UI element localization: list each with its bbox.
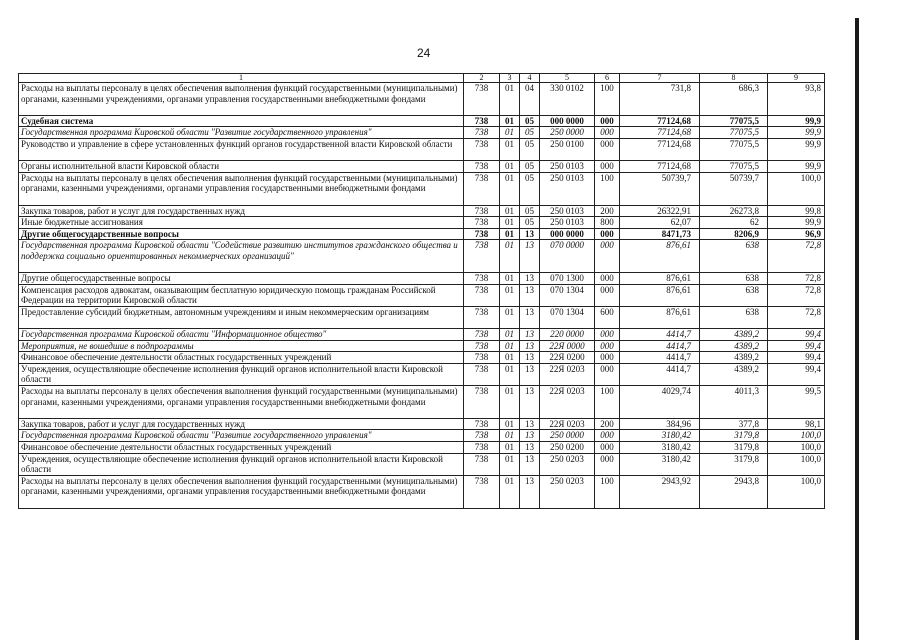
- column-number: 1: [19, 74, 464, 83]
- executed-amount: 4389,2: [700, 329, 768, 341]
- execution-percent: 99,9: [768, 138, 825, 160]
- expense-type-code: 100: [595, 475, 620, 508]
- table-row: [19, 453, 825, 475]
- row-name: Государственная программа Кировской области "Информационное общество": [19, 329, 464, 341]
- expense-type-code: 000: [595, 442, 620, 454]
- planned-amount: 77124,68: [620, 127, 700, 139]
- row-name: Расходы на выплаты персоналу в целях обеспечения выполнения функций государственными (муниципальными) органами, казенными учреждениями, органами управления государственными внебюджетными фондами: [19, 475, 464, 508]
- subsection-code: 13: [520, 306, 540, 328]
- scan-edge-line: [855, 18, 859, 640]
- executed-amount: 3179,8: [700, 453, 768, 475]
- section-code: 01: [500, 172, 520, 205]
- section-code: 01: [500, 329, 520, 341]
- target-article-code: 22Я 0203: [540, 418, 595, 430]
- column-number-row: [19, 74, 825, 83]
- target-article-code: 220 0000: [540, 329, 595, 341]
- column-number: 4: [520, 74, 540, 83]
- table-row: [19, 217, 825, 229]
- expense-type-code: 800: [595, 217, 620, 229]
- target-article-code: 250 0200: [540, 442, 595, 454]
- target-article-code: 22Я 0000: [540, 340, 595, 352]
- section-code: 01: [500, 115, 520, 127]
- target-article-code: 250 0100: [540, 138, 595, 160]
- ministry-code: 738: [464, 352, 500, 364]
- execution-percent: 99,8: [768, 205, 825, 217]
- table-body: [19, 83, 825, 509]
- ministry-code: 738: [464, 475, 500, 508]
- expense-type-code: 000: [595, 363, 620, 385]
- expense-type-code: 100: [595, 83, 620, 116]
- table-row: [19, 430, 825, 442]
- row-name: Судебная система: [19, 115, 464, 127]
- subsection-code: 13: [520, 475, 540, 508]
- expense-type-code: 000: [595, 352, 620, 364]
- executed-amount: 4011,3: [700, 386, 768, 419]
- ministry-code: 738: [464, 83, 500, 116]
- target-article-code: 070 1304: [540, 284, 595, 306]
- ministry-code: 738: [464, 430, 500, 442]
- ministry-code: 738: [464, 115, 500, 127]
- subsection-code: 13: [520, 273, 540, 285]
- page-number: 24: [417, 46, 431, 60]
- subsection-code: 05: [520, 127, 540, 139]
- table-row: [19, 284, 825, 306]
- expense-type-code: 000: [595, 127, 620, 139]
- executed-amount: 686,3: [700, 83, 768, 116]
- executed-amount: 2943,8: [700, 475, 768, 508]
- expense-type-code: 000: [595, 329, 620, 341]
- expense-type-code: 000: [595, 240, 620, 273]
- expense-type-code: 000: [595, 284, 620, 306]
- executed-amount: 77075,5: [700, 161, 768, 173]
- ministry-code: 738: [464, 172, 500, 205]
- executed-amount: 4389,2: [700, 352, 768, 364]
- planned-amount: 4414,7: [620, 340, 700, 352]
- target-article-code: 250 0103: [540, 205, 595, 217]
- target-article-code: 070 1300: [540, 273, 595, 285]
- expense-type-code: 000: [595, 340, 620, 352]
- planned-amount: 876,61: [620, 306, 700, 328]
- section-code: 01: [500, 442, 520, 454]
- budget-table: [18, 73, 825, 509]
- column-number: 6: [595, 74, 620, 83]
- ministry-code: 738: [464, 418, 500, 430]
- section-code: 01: [500, 352, 520, 364]
- planned-amount: 77124,68: [620, 161, 700, 173]
- expense-type-code: 100: [595, 386, 620, 419]
- executed-amount: 77075,5: [700, 138, 768, 160]
- row-name: Органы исполнительной власти Кировской области: [19, 161, 464, 173]
- execution-percent: 99,9: [768, 115, 825, 127]
- table-row: [19, 386, 825, 419]
- row-name: Учреждения, осуществляющие обеспечение исполнения функций органов исполнительной власти Кировской области: [19, 453, 464, 475]
- section-code: 01: [500, 386, 520, 419]
- subsection-code: 13: [520, 453, 540, 475]
- column-number: 3: [500, 74, 520, 83]
- subsection-code: 05: [520, 115, 540, 127]
- ministry-code: 738: [464, 127, 500, 139]
- expense-type-code: 000: [595, 273, 620, 285]
- planned-amount: 876,61: [620, 273, 700, 285]
- column-number: 8: [700, 74, 768, 83]
- row-name: Государственная программа Кировской области "Развитие государственного управления": [19, 127, 464, 139]
- planned-amount: 3180,42: [620, 442, 700, 454]
- section-code: 01: [500, 83, 520, 116]
- planned-amount: 876,61: [620, 284, 700, 306]
- expense-type-code: 000: [595, 228, 620, 240]
- ministry-code: 738: [464, 363, 500, 385]
- ministry-code: 738: [464, 284, 500, 306]
- table-row: [19, 306, 825, 328]
- row-name: Компенсация расходов адвокатам, оказывающим бесплатную юридическую помощь гражданам Российской Федерации на территории Кировской области: [19, 284, 464, 306]
- target-article-code: 250 0203: [540, 475, 595, 508]
- executed-amount: 26273,8: [700, 205, 768, 217]
- execution-percent: 100,0: [768, 430, 825, 442]
- execution-percent: 72,8: [768, 306, 825, 328]
- ministry-code: 738: [464, 205, 500, 217]
- section-code: 01: [500, 228, 520, 240]
- section-code: 01: [500, 453, 520, 475]
- row-name: Руководство и управление в сфере установленных функций органов государственной власти Кировской области: [19, 138, 464, 160]
- subsection-code: 13: [520, 340, 540, 352]
- execution-percent: 99,4: [768, 363, 825, 385]
- planned-amount: 4029,74: [620, 386, 700, 419]
- subsection-code: 13: [520, 284, 540, 306]
- row-name: Финансовое обеспечение деятельности областных государственных учреждений: [19, 352, 464, 364]
- ministry-code: 738: [464, 442, 500, 454]
- ministry-code: 738: [464, 453, 500, 475]
- row-name: Другие общегосударственные вопросы: [19, 228, 464, 240]
- section-code: 01: [500, 340, 520, 352]
- executed-amount: 8206,9: [700, 228, 768, 240]
- table-row: [19, 352, 825, 364]
- ministry-code: 738: [464, 217, 500, 229]
- column-number: 7: [620, 74, 700, 83]
- table-row: [19, 475, 825, 508]
- table-row: [19, 127, 825, 139]
- target-article-code: 000 0000: [540, 228, 595, 240]
- row-name: Мероприятия, не вошедшие в подпрограммы: [19, 340, 464, 352]
- executed-amount: 638: [700, 306, 768, 328]
- table-row: [19, 442, 825, 454]
- execution-percent: 99,9: [768, 161, 825, 173]
- section-code: 01: [500, 127, 520, 139]
- target-article-code: 22Я 0203: [540, 386, 595, 419]
- ministry-code: 738: [464, 329, 500, 341]
- column-number: 2: [464, 74, 500, 83]
- expense-type-code: 000: [595, 138, 620, 160]
- target-article-code: 250 0203: [540, 453, 595, 475]
- ministry-code: 738: [464, 340, 500, 352]
- execution-percent: 99,4: [768, 340, 825, 352]
- planned-amount: 8471,73: [620, 228, 700, 240]
- row-name: Закупка товаров, работ и услуг для государственных нужд: [19, 205, 464, 217]
- row-name: Иные бюджетные ассигнования: [19, 217, 464, 229]
- executed-amount: 4389,2: [700, 363, 768, 385]
- target-article-code: 250 0103: [540, 161, 595, 173]
- subsection-code: 13: [520, 430, 540, 442]
- execution-percent: 99,5: [768, 386, 825, 419]
- table-row: [19, 340, 825, 352]
- target-article-code: 22Я 0200: [540, 352, 595, 364]
- expense-type-code: 000: [595, 115, 620, 127]
- executed-amount: 77075,5: [700, 127, 768, 139]
- table-row: [19, 172, 825, 205]
- execution-percent: 72,8: [768, 273, 825, 285]
- execution-percent: 100,0: [768, 172, 825, 205]
- expense-type-code: 100: [595, 172, 620, 205]
- expense-type-code: 600: [595, 306, 620, 328]
- target-article-code: 250 0103: [540, 217, 595, 229]
- table-row: [19, 138, 825, 160]
- executed-amount: 638: [700, 284, 768, 306]
- table-row: [19, 83, 825, 116]
- section-code: 01: [500, 363, 520, 385]
- execution-percent: 93,8: [768, 83, 825, 116]
- subsection-code: 13: [520, 240, 540, 273]
- planned-amount: 77124,68: [620, 115, 700, 127]
- subsection-code: 04: [520, 83, 540, 116]
- planned-amount: 77124,68: [620, 138, 700, 160]
- planned-amount: 26322,91: [620, 205, 700, 217]
- ministry-code: 738: [464, 138, 500, 160]
- section-code: 01: [500, 205, 520, 217]
- target-article-code: 330 0102: [540, 83, 595, 116]
- section-code: 01: [500, 273, 520, 285]
- target-article-code: 250 0000: [540, 430, 595, 442]
- execution-percent: 100,0: [768, 453, 825, 475]
- expense-type-code: 200: [595, 418, 620, 430]
- executed-amount: 3179,8: [700, 442, 768, 454]
- execution-percent: 99,4: [768, 329, 825, 341]
- row-name: Расходы на выплаты персоналу в целях обеспечения выполнения функций государственными (муниципальными) органами, казенными учреждениями, органами управления государственными внебюджетными фондами: [19, 386, 464, 419]
- table-row: [19, 363, 825, 385]
- execution-percent: 72,8: [768, 240, 825, 273]
- planned-amount: 2943,92: [620, 475, 700, 508]
- planned-amount: 62,07: [620, 217, 700, 229]
- column-number: 5: [540, 74, 595, 83]
- execution-percent: 96,9: [768, 228, 825, 240]
- subsection-code: 13: [520, 352, 540, 364]
- executed-amount: 77075,5: [700, 115, 768, 127]
- ministry-code: 738: [464, 273, 500, 285]
- subsection-code: 05: [520, 138, 540, 160]
- execution-percent: 98,1: [768, 418, 825, 430]
- target-article-code: 250 0000: [540, 127, 595, 139]
- table-row: [19, 240, 825, 273]
- target-article-code: 22Я 0203: [540, 363, 595, 385]
- executed-amount: 3179,8: [700, 430, 768, 442]
- section-code: 01: [500, 430, 520, 442]
- executed-amount: 62: [700, 217, 768, 229]
- subsection-code: 13: [520, 228, 540, 240]
- subsection-code: 13: [520, 442, 540, 454]
- row-name: Расходы на выплаты персоналу в целях обеспечения выполнения функций государственными (муниципальными) органами, казенными учреждениями, органами управления государственными внебюджетными фондами: [19, 83, 464, 116]
- executed-amount: 638: [700, 240, 768, 273]
- section-code: 01: [500, 475, 520, 508]
- ministry-code: 738: [464, 161, 500, 173]
- planned-amount: 4414,7: [620, 352, 700, 364]
- table-row: [19, 228, 825, 240]
- executed-amount: 638: [700, 273, 768, 285]
- row-name: Другие общегосударственные вопросы: [19, 273, 464, 285]
- row-name: Финансовое обеспечение деятельности областных государственных учреждений: [19, 442, 464, 454]
- row-name: Государственная программа Кировской области "Развитие государственного управления": [19, 430, 464, 442]
- target-article-code: 000 0000: [540, 115, 595, 127]
- section-code: 01: [500, 217, 520, 229]
- execution-percent: 100,0: [768, 442, 825, 454]
- section-code: 01: [500, 161, 520, 173]
- column-number: 9: [768, 74, 825, 83]
- row-name: Закупка товаров, работ и услуг для государственных нужд: [19, 418, 464, 430]
- expense-type-code: 000: [595, 161, 620, 173]
- execution-percent: 99,9: [768, 127, 825, 139]
- row-name: Расходы на выплаты персоналу в целях обеспечения выполнения функций государственными (муниципальными) органами, казенными учреждениями, органами управления государственными внебюджетными фондами: [19, 172, 464, 205]
- table-row: [19, 205, 825, 217]
- expense-type-code: 000: [595, 453, 620, 475]
- planned-amount: 876,61: [620, 240, 700, 273]
- table-row: [19, 329, 825, 341]
- execution-percent: 100,0: [768, 475, 825, 508]
- ministry-code: 738: [464, 306, 500, 328]
- ministry-code: 738: [464, 240, 500, 273]
- subsection-code: 13: [520, 363, 540, 385]
- subsection-code: 13: [520, 329, 540, 341]
- planned-amount: 3180,42: [620, 453, 700, 475]
- section-code: 01: [500, 138, 520, 160]
- execution-percent: 99,9: [768, 217, 825, 229]
- table-row: [19, 161, 825, 173]
- row-name: Государственная программа Кировской области "Содействие развитию институтов гражданского общества и поддержка социально ориентированных некоммерческих организаций": [19, 240, 464, 273]
- table-row: [19, 418, 825, 430]
- expense-type-code: 000: [595, 430, 620, 442]
- subsection-code: 05: [520, 161, 540, 173]
- subsection-code: 05: [520, 172, 540, 205]
- subsection-code: 05: [520, 205, 540, 217]
- ministry-code: 738: [464, 228, 500, 240]
- planned-amount: 4414,7: [620, 363, 700, 385]
- target-article-code: 250 0103: [540, 172, 595, 205]
- subsection-code: 13: [520, 386, 540, 419]
- subsection-code: 13: [520, 418, 540, 430]
- table-row: [19, 273, 825, 285]
- planned-amount: 731,8: [620, 83, 700, 116]
- executed-amount: 377,8: [700, 418, 768, 430]
- section-code: 01: [500, 418, 520, 430]
- expense-type-code: 200: [595, 205, 620, 217]
- executed-amount: 4389,2: [700, 340, 768, 352]
- execution-percent: 99,4: [768, 352, 825, 364]
- section-code: 01: [500, 306, 520, 328]
- ministry-code: 738: [464, 386, 500, 419]
- subsection-code: 05: [520, 217, 540, 229]
- table-row: [19, 115, 825, 127]
- planned-amount: 384,96: [620, 418, 700, 430]
- section-code: 01: [500, 284, 520, 306]
- target-article-code: 070 0000: [540, 240, 595, 273]
- planned-amount: 4414,7: [620, 329, 700, 341]
- row-name: Учреждения, осуществляющие обеспечение исполнения функций органов исполнительной власти Кировской области: [19, 363, 464, 385]
- target-article-code: 070 1304: [540, 306, 595, 328]
- execution-percent: 72,8: [768, 284, 825, 306]
- section-code: 01: [500, 240, 520, 273]
- planned-amount: 3180,42: [620, 430, 700, 442]
- executed-amount: 50739,7: [700, 172, 768, 205]
- planned-amount: 50739,7: [620, 172, 700, 205]
- row-name: Предоставление субсидий бюджетным, автономным учреждениям и иным некоммерческим организациям: [19, 306, 464, 328]
